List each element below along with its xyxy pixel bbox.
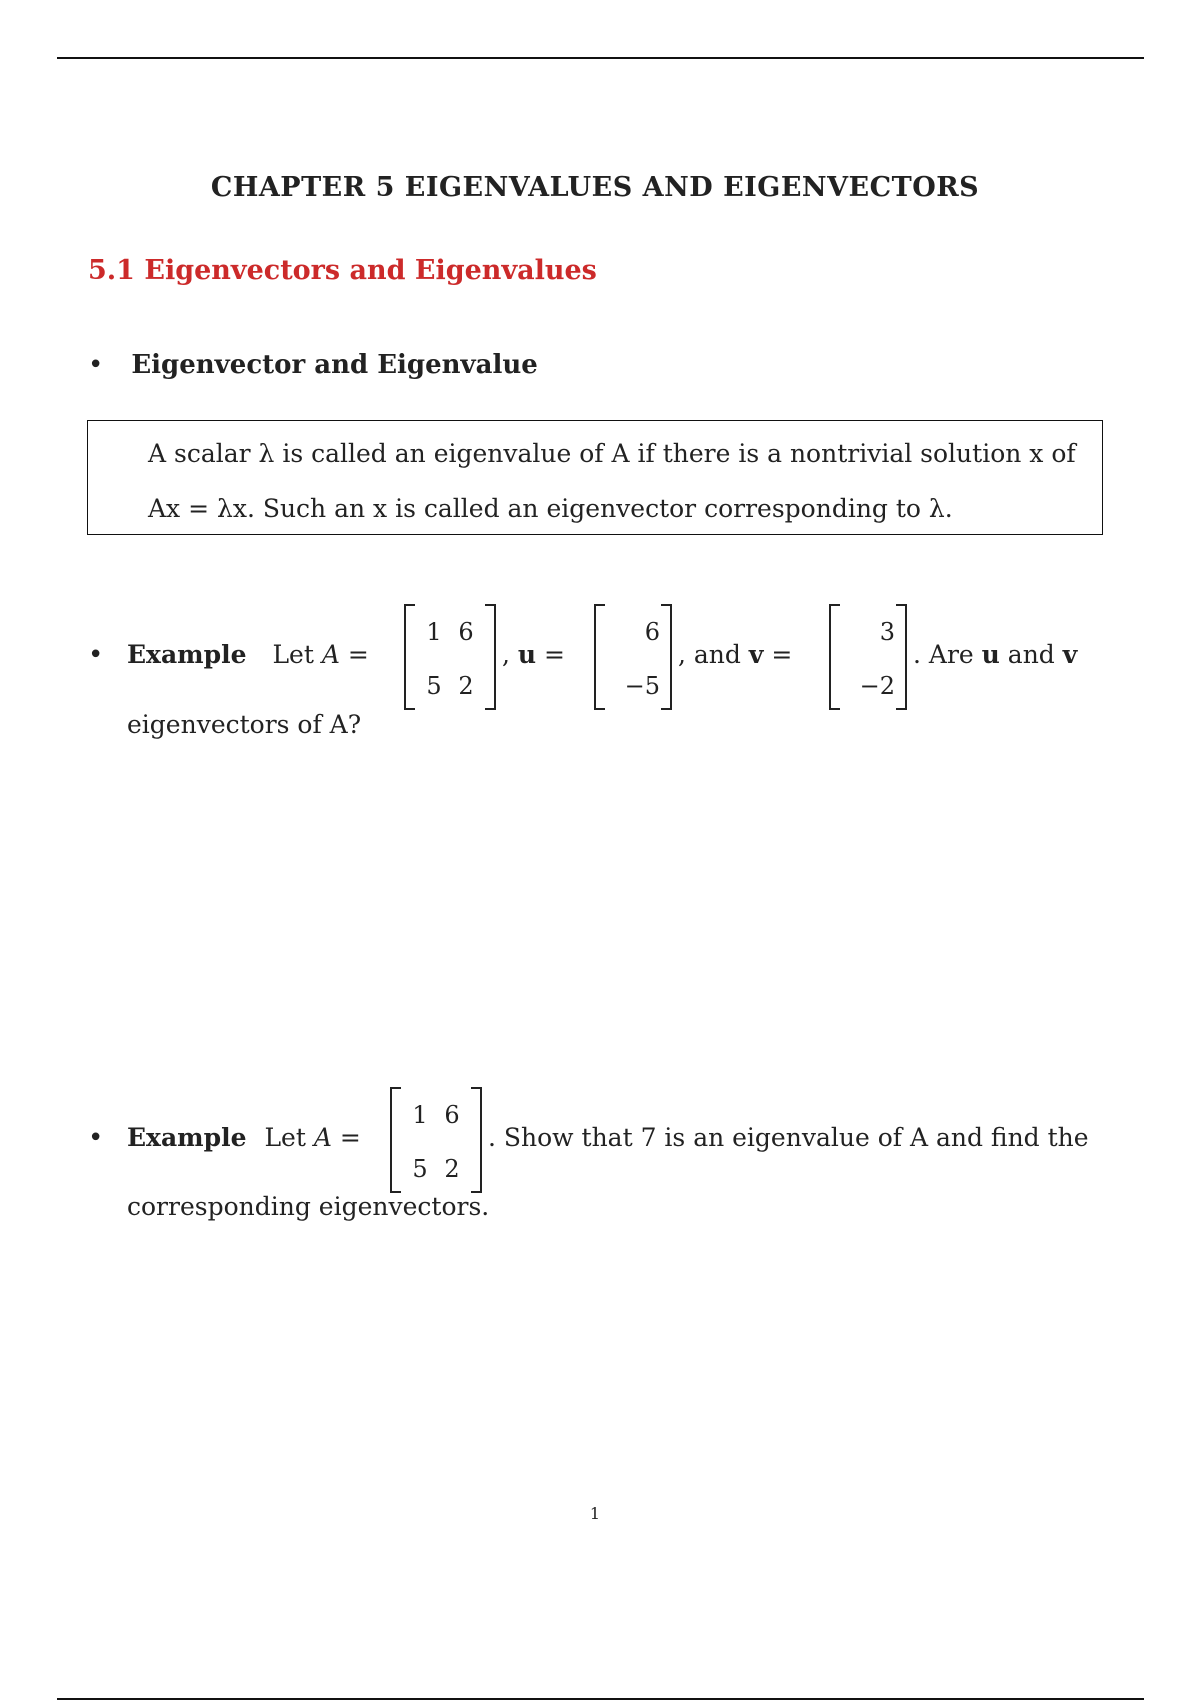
example-2-tail: . Show that 7 is an eigenvalue of A and find the (488, 1123, 1089, 1152)
matrix-cell: 6 (458, 618, 474, 646)
example-1-heading: Example (127, 640, 247, 669)
vector-cell: 3 (879, 618, 895, 646)
v-ref: v (1062, 640, 1078, 669)
chapter-title: CHAPTER 5 EIGENVALUES AND EIGENVECTORS (210, 172, 980, 203)
example-2-heading: Example (127, 1123, 247, 1152)
bullet-eigen-definition-heading (88, 350, 538, 380)
and-text: , and (678, 640, 741, 669)
definition-line-2: Ax = λx. Such an x is called an eigenvector corresponding to λ. (148, 494, 953, 523)
matrix-cell: 1 (412, 1101, 428, 1129)
equals: = (544, 640, 565, 669)
comma: , (502, 640, 510, 669)
example-1-lead (127, 640, 369, 669)
bullet-dot: • (88, 350, 104, 380)
bullet-dot: • (88, 640, 104, 670)
vector-u (594, 604, 672, 710)
example-2-lead (127, 1123, 361, 1152)
example-2-line-2: corresponding eigenvectors. (127, 1192, 490, 1221)
top-rule (57, 57, 1144, 59)
example-1-v-def (678, 640, 792, 669)
matrix-A-2 (390, 1087, 482, 1193)
u-vector-name: u (517, 640, 537, 669)
vector-cell: 6 (644, 618, 660, 646)
matrix-A-1 (404, 604, 496, 710)
example-1-question (913, 640, 1077, 669)
section-title: 5.1 Eigenvectors and Eigenvalues (88, 255, 597, 286)
matrix-cell: 2 (444, 1155, 460, 1183)
example-1-line-2: eigenvectors of A? (127, 710, 362, 739)
example-2-A-name: A (313, 1123, 332, 1152)
vector-cell: −5 (624, 672, 660, 700)
and-text: and (1007, 640, 1055, 669)
vector-cell: −2 (859, 672, 895, 700)
matrix-cell: 5 (426, 672, 442, 700)
example-1-let: Let (272, 640, 314, 669)
equals: = (771, 640, 793, 669)
matrix-cell: 2 (458, 672, 474, 700)
vector-v (829, 604, 907, 710)
example-1-equals: = (347, 640, 369, 669)
tail-text: . Are (913, 640, 974, 669)
matrix-cell: 5 (412, 1155, 428, 1183)
example-2-equals: = (339, 1123, 361, 1152)
u-ref: u (981, 640, 1000, 669)
definition-box (87, 420, 1103, 535)
matrix-cell: 1 (426, 618, 442, 646)
page-number: 1 (589, 1504, 601, 1523)
v-vector-name: v (748, 640, 764, 669)
definition-line-1: A scalar λ is called an eigenvalue of A if there is a nontrivial solution x of (148, 439, 1076, 468)
bullet-dot: • (88, 1123, 104, 1153)
example-1-A-name: A (321, 640, 340, 669)
bullet-heading: Eigenvector and Eigenvalue (131, 350, 538, 380)
example-1-u-def (502, 640, 565, 669)
matrix-cell: 6 (444, 1101, 460, 1129)
example-2-let: Let (264, 1123, 306, 1152)
